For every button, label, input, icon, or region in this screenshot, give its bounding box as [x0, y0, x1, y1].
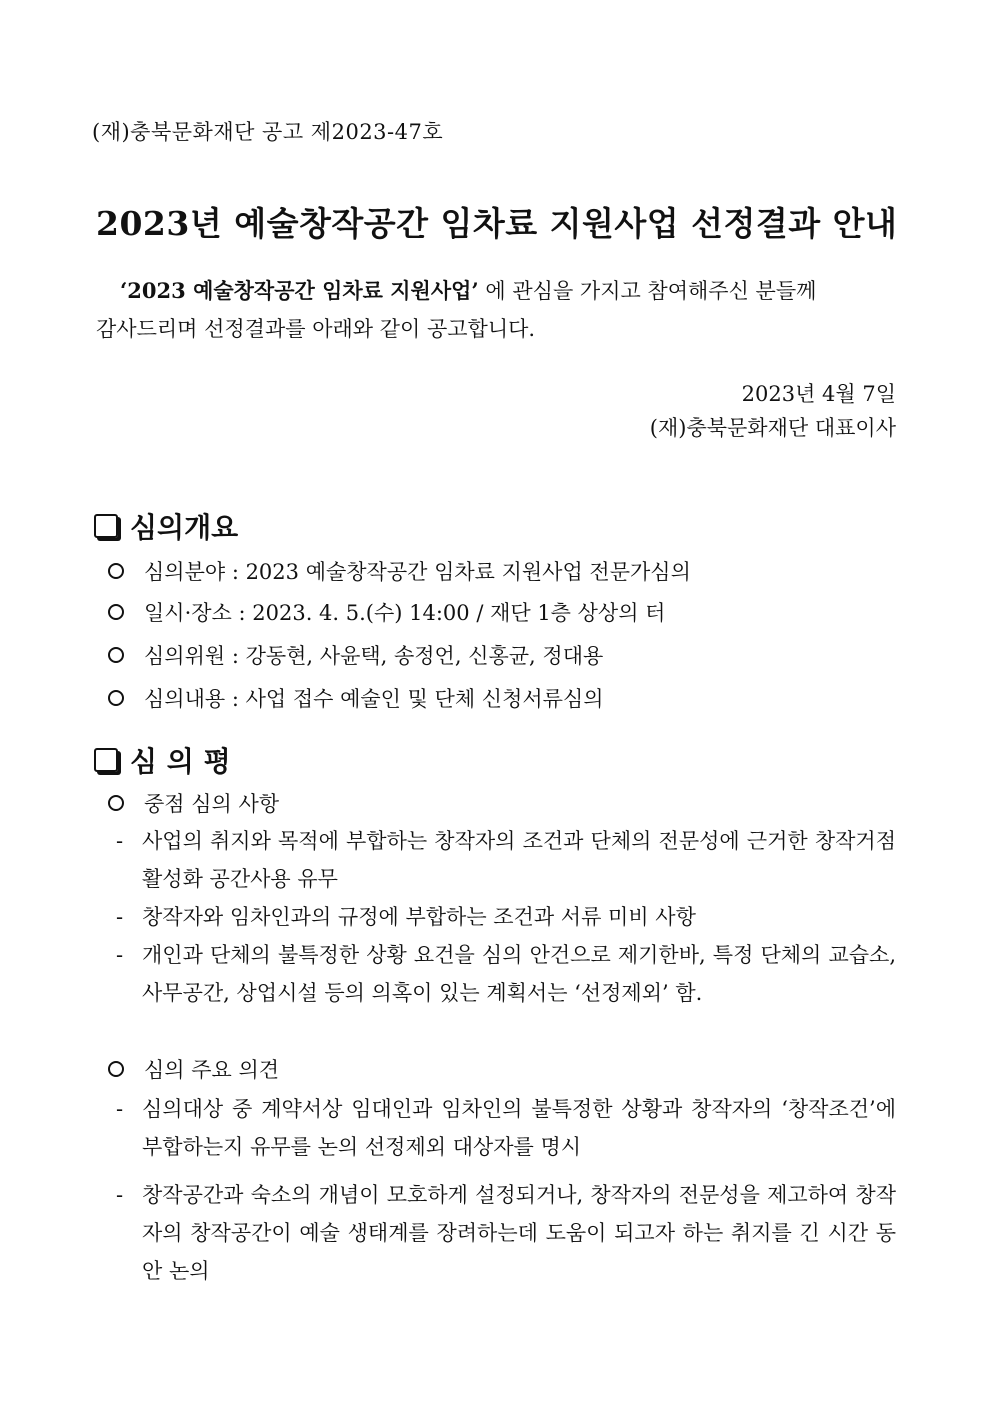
checkbox-square-icon [94, 514, 118, 538]
intro-line2: 감사드리며 선정결과를 아래와 같이 공고합니다. [96, 317, 536, 341]
section-heading-overview: 심의개요 [94, 506, 238, 546]
opinion-point: - 심의대상 중 계약서상 임대인과 임차인의 불특정한 상황과 창작자의 ‘창작조건’에 부합하는지 유무를 논의 선정제외 대상자를 명시 [116, 1097, 896, 1159]
overview-item: 심의위원 : 강동현, 사윤택, 송정언, 신홍균, 정대용 [108, 640, 603, 670]
section-heading-review: 심 의 평 [94, 740, 231, 780]
opinion-point: - 창작공간과 숙소의 개념이 모호하게 설정되거나, 창작자의 전문성을 제고하여 창작자의 창작공간이 예술 생태계를 장려하는데 도움이 되고자 하는 취지를 긴 시간 동안 논의 [116, 1183, 896, 1283]
focus-point: - 개인과 단체의 불특정한 상황 요건을 심의 안건으로 제기한바, 특정 단체의 교습소, 사무공간, 상업시설 등의 의혹이 있는 계획서는 ‘선정제외’ 함. [116, 943, 896, 1005]
focus-point: - 사업의 취지와 목적에 부합하는 창작자의 조건과 단체의 전문성에 근거한 창작거점 활성화 공간사용 유무 [116, 829, 896, 891]
notice-date: 2023년 4월 7일 [741, 382, 896, 406]
circle-bullet-icon [108, 1061, 124, 1077]
intro-quoted-program: ‘2023 예술창작공간 임차료 지원사업’ [120, 278, 479, 303]
issuer: (재)충북문화재단 대표이사 [649, 416, 896, 440]
circle-bullet-icon [108, 647, 124, 663]
checkbox-square-icon [94, 748, 118, 772]
circle-bullet-icon [108, 690, 124, 706]
circle-bullet-icon [108, 604, 124, 620]
notice-number: (재)충북문화재단 공고 제2023-47호 [92, 120, 444, 144]
review-subheading-focus: 중점 심의 사항 [108, 788, 279, 818]
circle-bullet-icon [108, 563, 124, 579]
intro-line1: 에 관심을 가지고 참여해주신 분들께 [478, 279, 817, 303]
review-subheading-opinions: 심의 주요 의견 [108, 1054, 279, 1084]
overview-item: 일시·장소 : 2023. 4. 5.(수) 14:00 / 재단 1층 상상의 터 [108, 597, 665, 627]
intro-paragraph [96, 272, 896, 348]
circle-bullet-icon [108, 795, 124, 811]
page-title: 2023년 예술창작공간 임차료 지원사업 선정결과 안내 [96, 204, 898, 243]
focus-point: - 창작자와 임차인과의 규정에 부합하는 조건과 서류 미비 사항 [116, 905, 696, 929]
overview-item: 심의분야 : 2023 예술창작공간 임차료 지원사업 전문가심의 [108, 556, 691, 586]
overview-item: 심의내용 : 사업 접수 예술인 및 단체 신청서류심의 [108, 683, 604, 713]
